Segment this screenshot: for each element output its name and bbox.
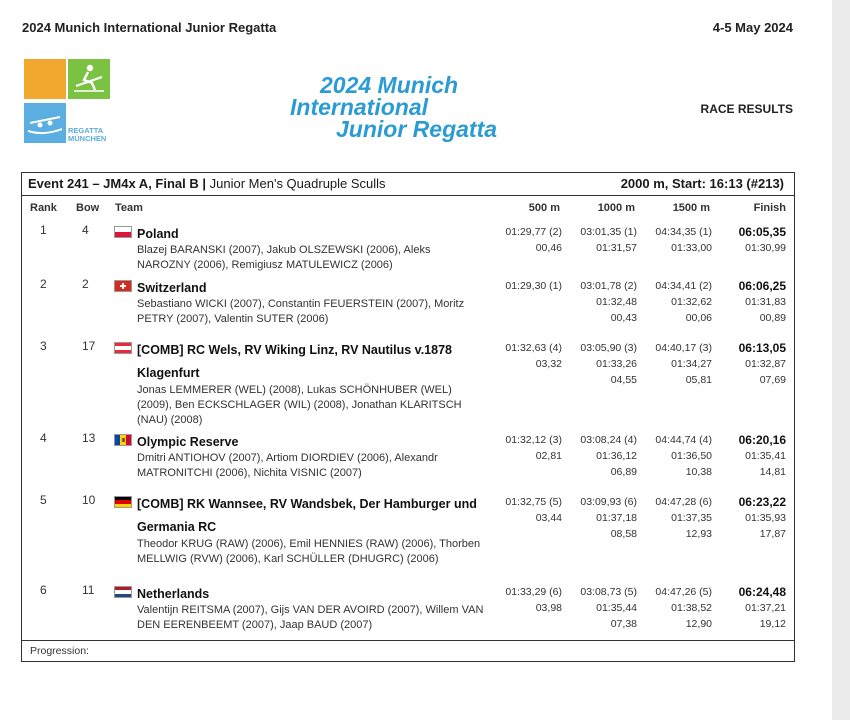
event-distance-start: 2000 m, Start: 16:13 (#213) (620, 176, 784, 191)
finish-value: 06:23,22 (738, 495, 786, 509)
split-time: 03:08,73 (5) (580, 586, 637, 598)
split-time: 04:40,17 (3) (655, 342, 712, 354)
column-header-1000m: 1000 m (597, 202, 635, 214)
finish-split: 01:31,83 (745, 296, 786, 308)
split-gap: 08,58 (610, 528, 637, 540)
document-header-dates: 4-5 May 2024 (712, 20, 793, 35)
wordmark-line-1: 2024 Munich (320, 72, 459, 98)
split-500m (477, 224, 562, 256)
logo-text-munchen: MÜNCHEN (68, 134, 107, 143)
split-time: 04:44,74 (4) (655, 434, 712, 446)
split-time: 04:34,35 (1) (655, 226, 712, 238)
column-header-finish: Finish (753, 202, 786, 214)
table-row (22, 581, 794, 639)
row-bow: 13 (82, 431, 96, 445)
split-diff: 01:33,26 (596, 358, 637, 370)
row-crew: Blazej BARANSKI (2007), Jakub OLSZEWSKI (2006), Aleks NAROZNY (2006), Remigiusz MATULEWICZ (2006) (137, 244, 431, 271)
split-time: 03:05,90 (3) (580, 342, 637, 354)
row-crew: Sebastiano WICKI (2007), Constantin FEUERSTEIN (2007), Moritz PETRY (2007), Valentin SUTER (2006) (137, 298, 465, 325)
split-diff: 01:37,18 (596, 512, 637, 524)
finish-gap: 07,69 (759, 374, 786, 386)
row-rank: 6 (40, 583, 47, 597)
split-gap: 04,55 (610, 374, 637, 386)
wordmark-line-2: International (290, 94, 429, 120)
switzerland-flag-icon (114, 280, 132, 292)
row-crew: Theodor KRUG (RAW) (2006), Emil HENNIES (RAW) (2006), Thorben MELLWIG (RVW) (2006), Karl SCHÜLLER (DHUGRC) (2006) (137, 538, 481, 565)
column-header-1500m: 1500 m (672, 202, 710, 214)
split-time: 01:32,63 (4) (505, 342, 562, 354)
split-1000m (554, 224, 637, 256)
split-1500m (632, 432, 712, 480)
column-header-team: Team (115, 202, 143, 214)
row-rank: 3 (40, 339, 47, 353)
split-diff: 01:32,62 (671, 296, 712, 308)
table-row (22, 221, 794, 273)
split-time: 01:29,30 (1) (505, 280, 562, 292)
split-500m (477, 432, 562, 464)
finish-time (712, 494, 786, 542)
split-gap: 05,81 (685, 374, 712, 386)
finish-value: 06:05,35 (738, 225, 786, 239)
event-bar (22, 173, 794, 196)
split-1000m (554, 278, 637, 326)
row-bow: 10 (82, 493, 96, 507)
table-row (22, 275, 794, 333)
austria-flag-icon (114, 342, 132, 354)
split-diff: 01:36,50 (671, 450, 712, 462)
split-gap: 00,06 (685, 312, 712, 324)
split-time: 03:01,78 (2) (580, 280, 637, 292)
split-diff: 03,44 (535, 512, 562, 524)
split-500m (477, 494, 562, 526)
row-bow: 2 (82, 277, 89, 291)
row-rank: 4 (40, 431, 47, 445)
document-header-title: 2024 Munich International Junior Regatta (22, 20, 277, 35)
finish-split: 01:37,21 (745, 602, 786, 614)
progression-divider (22, 640, 794, 641)
split-diff: 01:36,12 (596, 450, 637, 462)
split-time: 01:32,12 (3) (505, 434, 562, 446)
row-crew: Jonas LEMMERER (WEL) (2008), Lukas SCHÖNHUBER (WEL) (2009), Ben ECKSCHLAGER (WIL) (2008), Jonathan KLARITSCH (NAU) (2008) (137, 384, 462, 426)
row-team: [COMB] RK Wannsee, RV Wandsbek, Der Hamburger und Germania RC (137, 497, 477, 534)
split-500m (477, 278, 562, 294)
finish-split: 01:35,93 (745, 512, 786, 524)
finish-split: 01:30,99 (745, 242, 786, 254)
split-1500m (632, 224, 712, 256)
finish-time (712, 584, 786, 632)
wordmark-line-3: Junior Regatta (336, 116, 498, 142)
split-time: 01:33,29 (6) (505, 586, 562, 598)
event-description: Junior Men's Quadruple Sculls (209, 176, 386, 191)
row-bow: 11 (82, 583, 95, 597)
split-time: 03:01,35 (1) (580, 226, 637, 238)
finish-value: 06:13,05 (738, 341, 786, 355)
split-diff: 01:32,48 (596, 296, 637, 308)
scrollbar-track[interactable] (832, 0, 850, 720)
split-diff: 01:31,57 (596, 242, 637, 254)
split-time: 04:47,28 (6) (655, 496, 712, 508)
progression-label: Progression: (30, 645, 89, 657)
column-header-bow: Bow (76, 202, 100, 214)
regatta-logo (24, 59, 110, 145)
split-time: 03:09,93 (6) (580, 496, 637, 508)
finish-value: 06:20,16 (738, 433, 786, 447)
split-1000m (554, 584, 637, 632)
split-diff: 03,32 (535, 358, 562, 370)
finish-time (712, 340, 786, 388)
row-bow: 17 (82, 339, 96, 353)
finish-gap: 17,87 (759, 528, 786, 540)
finish-gap: 00,89 (759, 312, 786, 324)
event-separator: | (202, 176, 207, 191)
logo-blue-square (24, 103, 66, 143)
germany-flag-icon (114, 496, 132, 508)
split-diff: 01:35,44 (596, 602, 637, 614)
finish-split: 01:35,41 (745, 450, 786, 462)
row-crew: Dmitri ANTIOHOV (2007), Artiom DIORDIEV (2006), Alexandr MATRONITCHI (2006), Nichita VISNIC (2007) (137, 452, 438, 479)
split-diff: 01:37,35 (671, 512, 712, 524)
split-gap: 12,90 (685, 618, 712, 630)
split-500m (477, 584, 562, 616)
moldova-flag-icon (114, 434, 132, 446)
split-time: 03:08,24 (4) (580, 434, 637, 446)
finish-split: 01:32,87 (745, 358, 786, 370)
split-1000m (554, 494, 637, 542)
split-1500m (632, 494, 712, 542)
regatta-wordmark (290, 74, 530, 140)
event-title (28, 176, 386, 191)
finish-gap: 19,12 (759, 618, 786, 630)
race-results-label: RACE RESULTS (700, 102, 793, 116)
boat-icon (24, 103, 66, 143)
split-diff: 02,81 (535, 450, 562, 462)
split-gap: 12,93 (685, 528, 712, 540)
split-diff: 01:38,52 (671, 602, 712, 614)
row-team: [COMB] RC Wels, RV Wiking Linz, RV Nautilus v.1878 Klagenfurt (137, 343, 452, 380)
event-name: Event 241 – JM4x A, Final B (28, 176, 199, 191)
row-crew: Valentijn REITSMA (2007), Gijs VAN DER AVOIRD (2007), Willem VAN DEN EERENBEEMT (2007), Jaap BAUD (2007) (137, 604, 484, 631)
split-1500m (632, 340, 712, 388)
split-diff: 01:34,27 (671, 358, 712, 370)
column-header-500m: 500 m (528, 202, 560, 214)
split-1000m (554, 432, 637, 480)
split-gap: 07,38 (610, 618, 637, 630)
row-team: Poland (137, 227, 179, 241)
table-row (22, 429, 794, 491)
split-gap: 06,89 (610, 466, 637, 478)
row-team: Olympic Reserve (137, 435, 239, 449)
split-gap: 00,43 (610, 312, 637, 324)
table-row (22, 491, 794, 581)
split-1000m (554, 340, 637, 388)
poland-flag-icon (114, 226, 132, 238)
split-diff: 00,46 (535, 242, 562, 254)
row-rank: 2 (40, 277, 47, 291)
finish-gap: 14,81 (759, 466, 786, 478)
row-rank: 1 (40, 223, 47, 237)
logo-orange-square (24, 59, 66, 99)
split-500m (477, 340, 562, 372)
split-1500m (632, 584, 712, 632)
split-diff: 01:33,00 (671, 242, 712, 254)
split-time: 01:29,77 (2) (505, 226, 562, 238)
row-rank: 5 (40, 493, 47, 507)
split-time: 04:34,41 (2) (655, 280, 712, 292)
finish-value: 06:06,25 (738, 279, 786, 293)
split-diff: 03,98 (535, 602, 562, 614)
split-1500m (632, 278, 712, 326)
row-bow: 4 (82, 223, 89, 237)
logo-green-square (68, 59, 110, 99)
logo-text-regatta: REGATTA (68, 126, 104, 135)
split-time: 01:32,75 (5) (505, 496, 562, 508)
finish-time (712, 432, 786, 480)
finish-value: 06:24,48 (738, 585, 786, 599)
finish-time (712, 224, 786, 256)
row-team: Switzerland (137, 281, 207, 295)
row-team: Netherlands (137, 587, 210, 601)
split-time: 04:47,26 (5) (655, 586, 712, 598)
table-row (22, 337, 794, 429)
finish-time (712, 278, 786, 326)
rower-icon (68, 59, 110, 99)
column-header-rank: Rank (30, 202, 57, 214)
netherlands-flag-icon (114, 586, 132, 598)
results-table (21, 172, 795, 662)
split-gap: 10,38 (685, 466, 712, 478)
